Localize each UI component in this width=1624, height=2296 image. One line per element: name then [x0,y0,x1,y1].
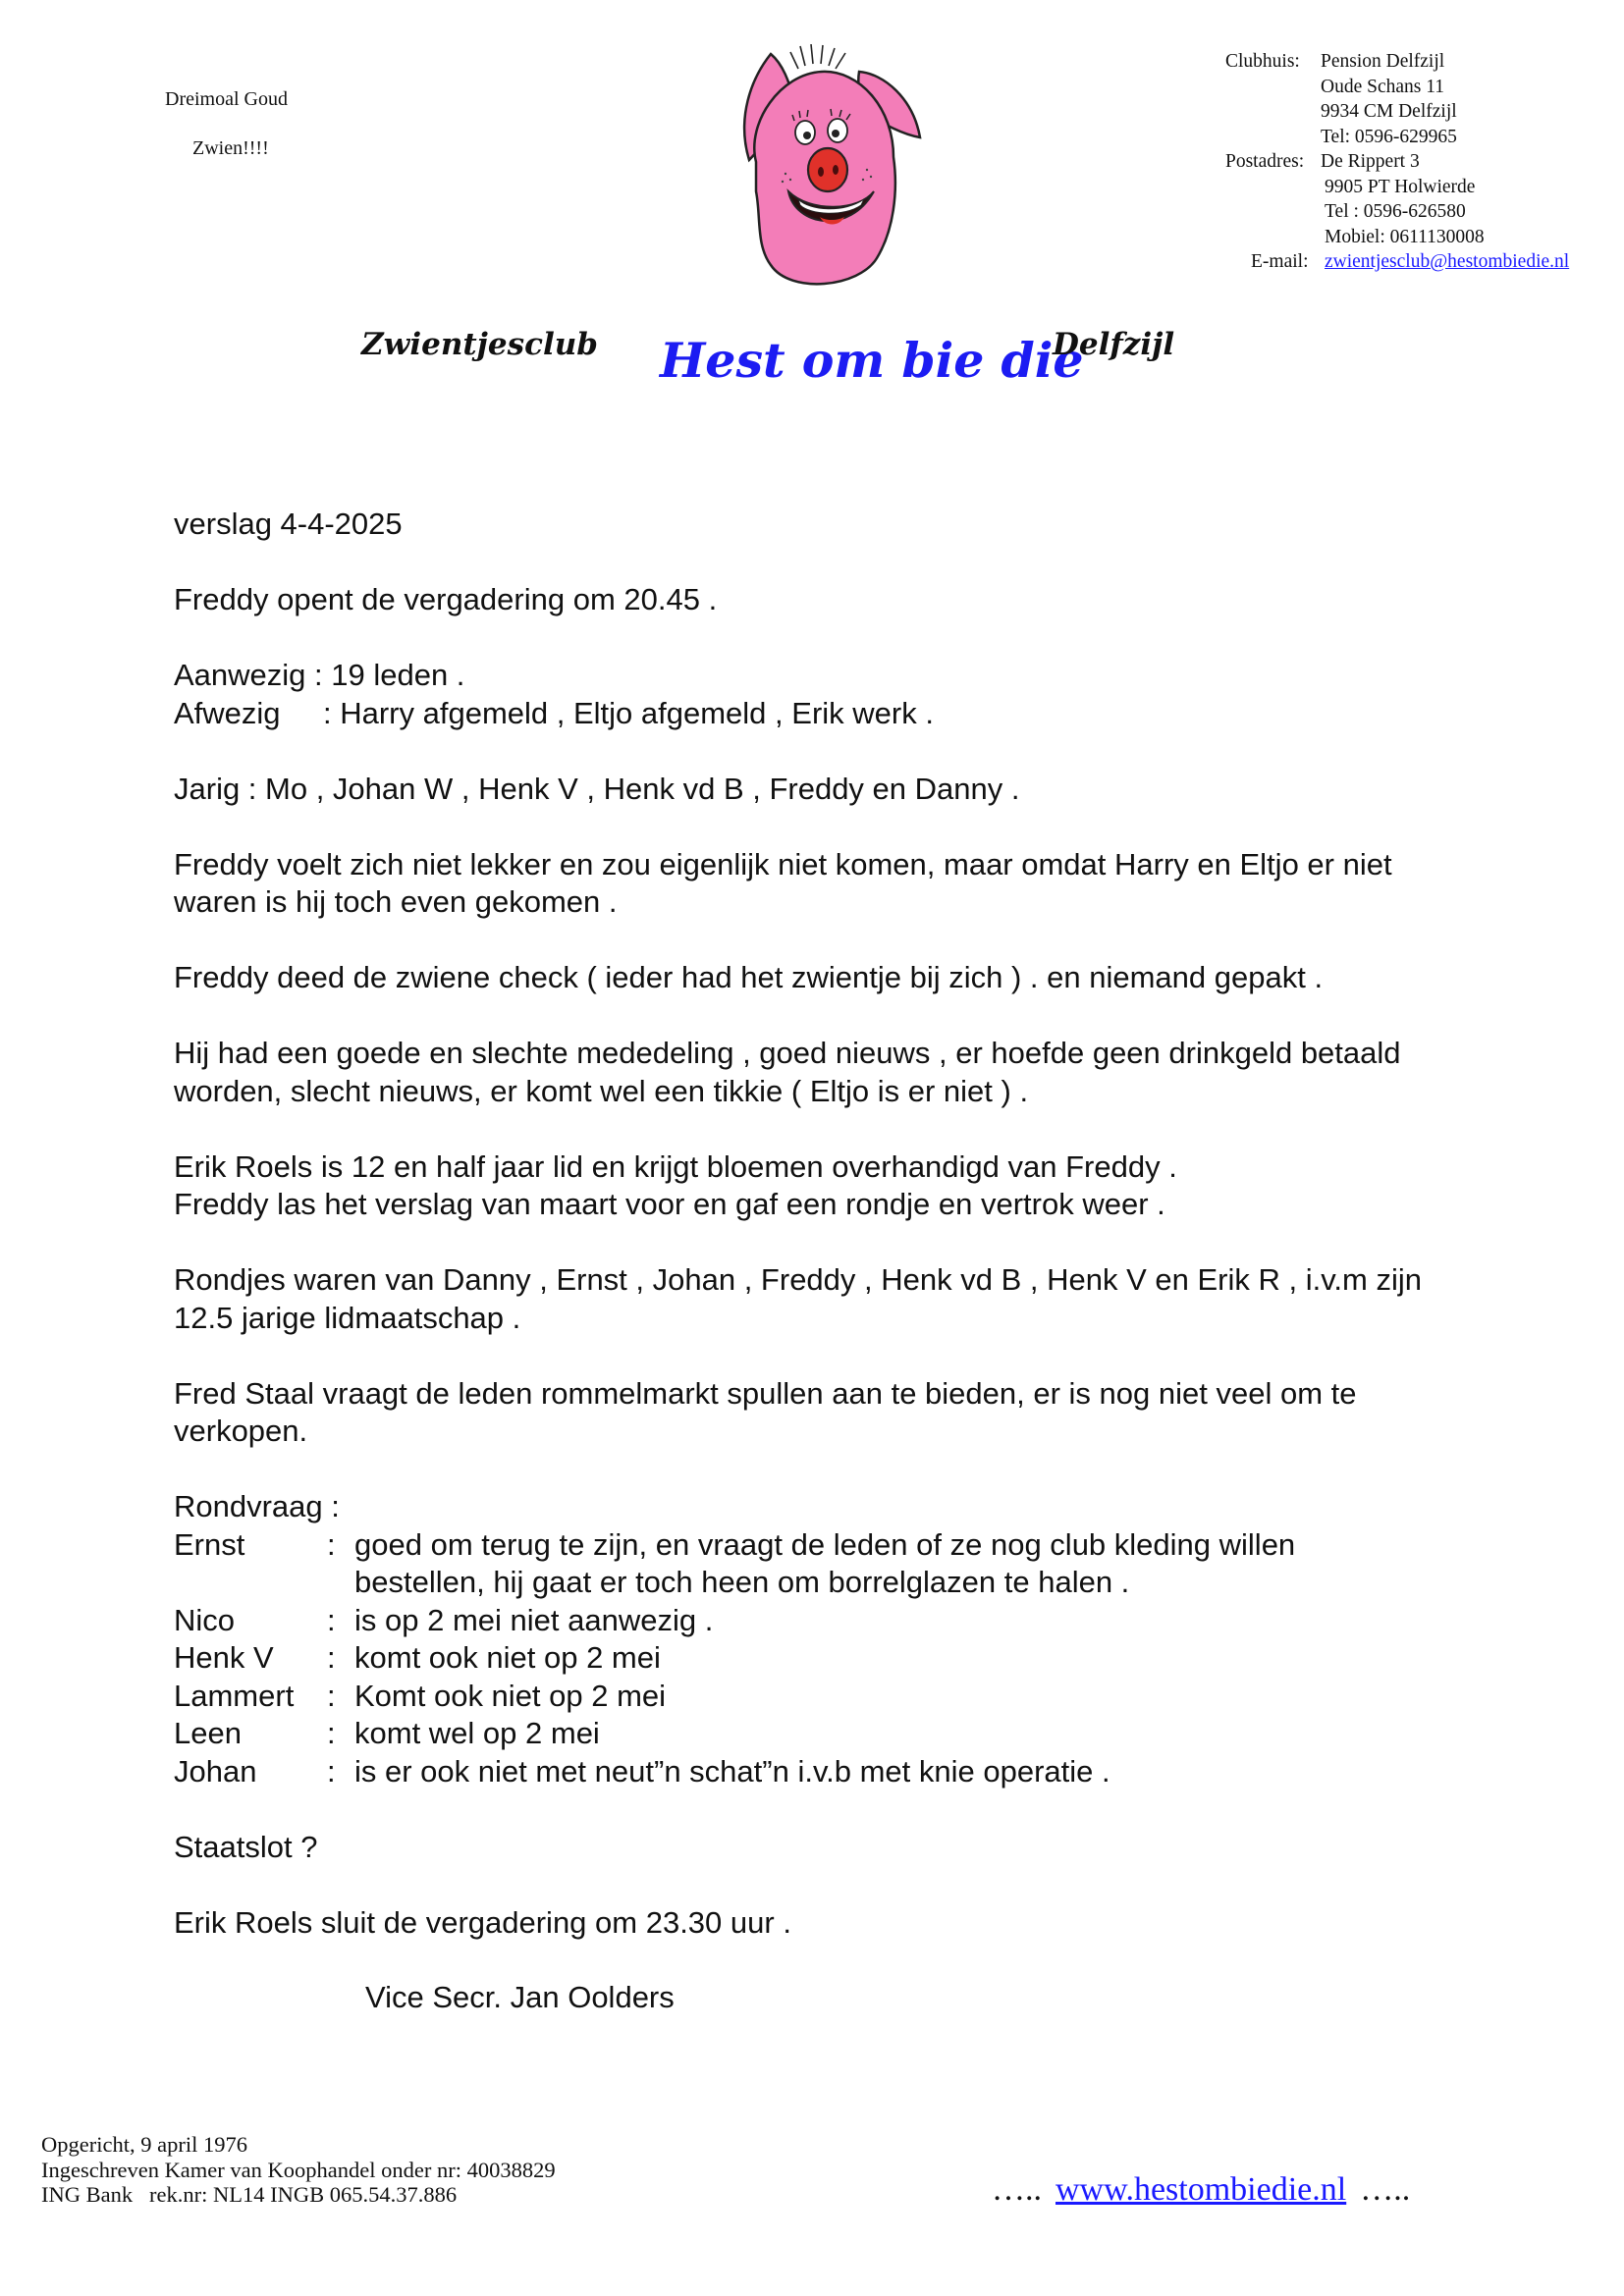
postadres-label: Postadres: [1225,151,1305,172]
rondvraag-sep: : [327,1526,336,1562]
report-para3-line2: worden, slecht nieuws, er komt wel een tikkie ( Eltjo is er niet ) . [174,1073,1029,1108]
rondvraag-sep: : [327,1678,336,1713]
footer-bank: ING Bank rek.nr: NL14 INGB 065.54.37.886 [41,2182,458,2207]
meeting-report [174,506,1548,1980]
report-para1-line2: waren is hij toch even gekomen . [174,884,618,919]
clubhuis-street: Oude Schans 11 [1321,76,1445,97]
report-signature: Vice Secr. Jan Oolders [365,1980,675,2014]
email-label: E-mail: [1251,251,1309,272]
rondvraag-name: Ernst [174,1526,245,1562]
rondvraag-item [174,1678,1548,1716]
clubhuis-name: Pension Delfzijl [1321,51,1445,72]
motto-line-2: Zwien!!!! [192,137,269,159]
clubhuis-label: Clubhuis: [1225,51,1300,72]
rondvraag-text: komt ook niet op 2 mei [354,1640,661,1675]
postadres-street: De Rippert 3 [1321,151,1420,172]
pig-head-logo [712,44,933,299]
rondvraag-item [174,1753,1548,1791]
rondvraag-text: bestellen, hij gaat er toch heen om borrelglazen te halen . [354,1565,1130,1599]
footer-website [992,2171,1410,2209]
report-para4-line2: Freddy las het verslag van maart voor en gaf een rondje en vertrok weer . [174,1187,1165,1221]
rondvraag-sep: : [327,1640,336,1675]
report-staatslot: Staatslot ? [174,1829,318,1864]
report-para5-line1: Rondjes waren van Danny , Ernst , Johan , Freddy , Henk vd B , Henk V en Erik R , i.v.m zijn [174,1262,1422,1297]
footer-registration [41,2132,556,2208]
rondvraag-name: Nico [174,1602,236,1637]
rondvraag-text: is op 2 mei niet aanwezig . [354,1602,714,1637]
footer-dots-right: ….. [1360,2171,1411,2208]
rondvraag-item [174,1526,1548,1565]
rondvraag-item [174,1639,1548,1678]
footer-dots-left: ….. [992,2171,1042,2208]
absent-label: Afwezig [174,695,281,730]
report-heading: verslag 4-4-2025 [174,507,403,541]
rondvraag-text: Komt ook niet op 2 mei [354,1678,667,1713]
rondvraag-item [174,1602,1548,1640]
report-birthdays: Jarig : Mo , Johan W , Henk V , Henk vd B , Freddy en Danny . [174,771,1020,806]
footer-kvk: Ingeschreven Kamer van Koophandel onder nr: 40038829 [41,2157,556,2182]
report-closing: Erik Roels sluit de vergadering om 23.30 uur . [174,1904,791,1940]
email-link[interactable]: zwientjesclub@hestombiedie.nl [1325,251,1570,272]
postadres-city: 9905 PT Holwierde [1325,176,1476,197]
rondvraag-text: komt wel op 2 mei [354,1716,600,1750]
absent-value: : Harry afgemeld , Eltjo afgemeld , Erik werk . [323,695,934,730]
rondvraag-label: Rondvraag : [174,1489,340,1523]
rondvraag-sep: : [327,1753,336,1789]
club-title-main: Hest om bie die [660,332,1084,389]
report-para5-line2: 12.5 jarige lidmaatschap . [174,1300,521,1335]
club-title-right: Delfzijl [1053,327,1175,362]
clubhuis-tel: Tel: 0596-629965 [1321,126,1457,147]
postadres-tel: Tel : 0596-626580 [1325,201,1466,222]
report-para1-line1: Freddy voelt zich niet lekker en zou eigenlijk niet komen, maar omdat Harry en Eltjo er niet [174,846,1392,881]
website-link[interactable]: www.hestombiedie.nl [1056,2171,1347,2208]
motto-line-1: Dreimoal Goud [165,88,288,110]
rondvraag-list [174,1526,1548,1791]
report-opening: Freddy opent de vergadering om 20.45 . [174,582,718,616]
postadres-mobile: Mobiel: 0611130008 [1325,226,1485,247]
club-title-left: Zwientjesclub [361,327,598,362]
report-absent-row [174,695,1548,733]
rondvraag-name: Leen [174,1716,242,1750]
report-para6-line1: Fred Staal vraagt de leden rommelmarkt spullen aan te bieden, er is nog niet veel om te [174,1375,1357,1411]
report-para2: Freddy deed de zwiene check ( ieder had het zwientje bij zich ) . en niemand gepakt . [174,960,1324,994]
rondvraag-text: is er ook niet met neut”n schat”n i.v.b met knie operatie . [354,1753,1110,1789]
rondvraag-name: Lammert [174,1678,295,1713]
rondvraag-name: Henk V [174,1640,274,1675]
rondvraag-text: goed om terug te zijn, en vraagt de leden of ze nog club kleding willen [354,1526,1296,1562]
rondvraag-item [174,1715,1548,1753]
rondvraag-name: Johan [174,1753,257,1789]
clubhuis-city: 9934 CM Delfzijl [1321,101,1457,122]
rondvraag-item [174,1564,1548,1602]
report-para4-line1: Erik Roels is 12 en half jaar lid en krijgt bloemen overhandigd van Freddy . [174,1148,1177,1184]
report-present: Aanwezig : 19 leden . [174,658,465,692]
rondvraag-sep: : [327,1716,336,1750]
footer-founded: Opgericht, 9 april 1976 [41,2132,247,2157]
rondvraag-sep: : [327,1602,336,1637]
report-para6-line2: verkopen. [174,1414,308,1448]
report-para3-line1: Hij had een goede en slechte mededeling , goed nieuws , er hoefde geen drinkgeld betaald [174,1036,1401,1070]
